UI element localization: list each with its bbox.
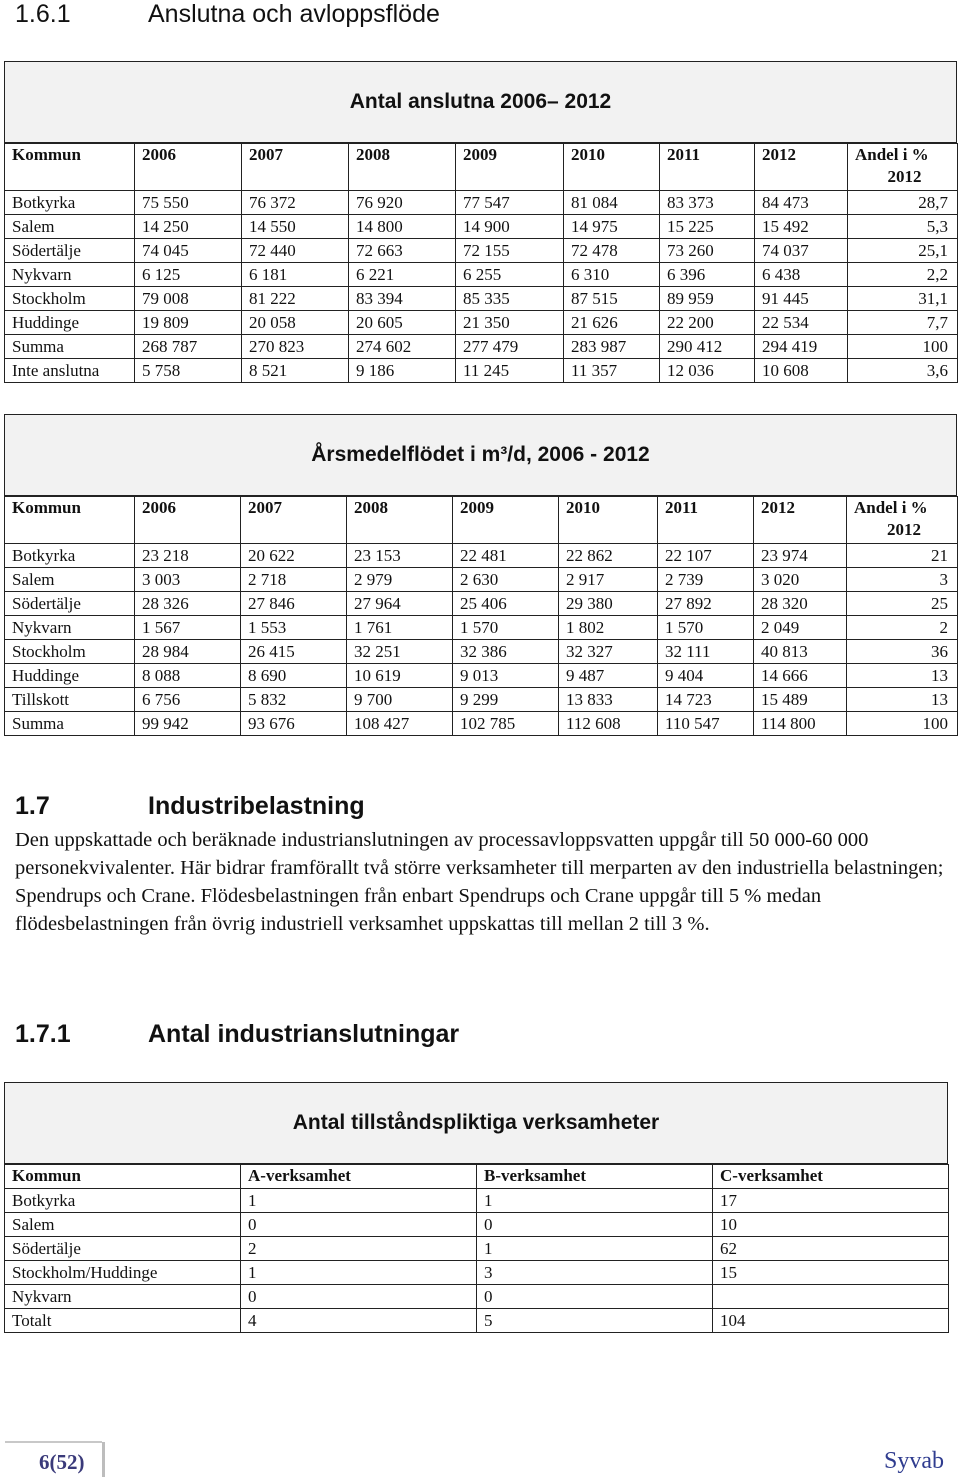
value-cell: 1 570 — [453, 616, 559, 640]
value-cell: 283 987 — [564, 335, 660, 359]
col-header-year: 2010 — [564, 144, 660, 191]
value-cell: 274 602 — [349, 335, 456, 359]
col-header-year: 2011 — [658, 497, 754, 544]
table1-caption: Antal anslutna 2006– 2012 — [349, 90, 612, 113]
value-cell: 2 — [241, 1237, 477, 1261]
value-cell: 23 153 — [347, 544, 453, 568]
value-cell: 2 — [847, 616, 958, 640]
value-cell: 21 350 — [456, 311, 564, 335]
table-row — [5, 335, 958, 359]
value-cell: 62 — [713, 1237, 949, 1261]
value-cell: 112 608 — [559, 712, 658, 736]
page-number: 6(52) — [39, 1450, 85, 1474]
value-cell: 7,7 — [848, 311, 958, 335]
value-cell: 22 534 — [755, 311, 848, 335]
col-header-b: B-verksamhet — [477, 1165, 713, 1189]
col-header-a: A-verksamhet — [241, 1165, 477, 1189]
section-title: Industribelastning — [148, 792, 365, 820]
table-row — [5, 215, 958, 239]
col-header-year: 2012 — [754, 497, 847, 544]
section-heading-1-7-1 — [15, 1020, 459, 1049]
value-cell: 20 605 — [349, 311, 456, 335]
value-cell: 72 155 — [456, 239, 564, 263]
table-row — [5, 640, 958, 664]
value-cell: 14 900 — [456, 215, 564, 239]
value-cell: 27 964 — [347, 592, 453, 616]
value-cell: 28 320 — [754, 592, 847, 616]
table2-caption: Årsmedelflödet i m³/d, 2006 - 2012 — [311, 443, 650, 466]
table-row — [5, 287, 958, 311]
value-cell: 104 — [713, 1309, 949, 1333]
col-header-c: C-verksamhet — [713, 1165, 949, 1189]
value-cell: 14 550 — [242, 215, 349, 239]
andel-year: 2012 — [887, 520, 921, 539]
value-cell: 9 700 — [347, 688, 453, 712]
table-row — [5, 568, 958, 592]
value-cell: 13 833 — [559, 688, 658, 712]
col-header-year: 2012 — [755, 144, 848, 191]
table-row — [5, 544, 958, 568]
section-number: 1.7 — [15, 792, 50, 820]
value-cell: 31,1 — [848, 287, 958, 311]
value-cell: 14 250 — [135, 215, 242, 239]
section-title: Antal industrianslutningar — [148, 1020, 460, 1048]
section-number: 1.6.1 — [15, 0, 71, 28]
value-cell: 23 218 — [135, 544, 241, 568]
row-label-cell: Nykvarn — [5, 616, 135, 640]
table-row — [5, 191, 958, 215]
value-cell: 25 — [847, 592, 958, 616]
table-row — [5, 1285, 949, 1309]
col-header-year: 2009 — [453, 497, 559, 544]
value-cell: 1 — [241, 1189, 477, 1213]
table-row — [5, 1261, 949, 1285]
value-cell: 100 — [848, 335, 958, 359]
row-label-cell: Södertälje — [5, 239, 135, 263]
value-cell: 100 — [847, 712, 958, 736]
value-cell: 3 003 — [135, 568, 241, 592]
col-header-kommun: Kommun — [5, 497, 135, 544]
value-cell: 5,3 — [848, 215, 958, 239]
value-cell: 108 427 — [347, 712, 453, 736]
value-cell: 72 440 — [242, 239, 349, 263]
row-label-cell: Summa — [5, 712, 135, 736]
value-cell: 74 045 — [135, 239, 242, 263]
value-cell: 2 917 — [559, 568, 658, 592]
row-label-cell: Huddinge — [5, 311, 135, 335]
value-cell: 4 — [241, 1309, 477, 1333]
value-cell: 72 663 — [349, 239, 456, 263]
table-row — [5, 263, 958, 287]
table3-caption-box — [4, 1082, 948, 1164]
col-header-year: 2006 — [135, 144, 242, 191]
value-cell: 9 013 — [453, 664, 559, 688]
value-cell: 28 984 — [135, 640, 241, 664]
value-cell: 79 008 — [135, 287, 242, 311]
table2-caption-box — [4, 414, 957, 496]
section-title: Anslutna och avloppsflöde — [148, 0, 440, 28]
value-cell: 22 200 — [660, 311, 755, 335]
value-cell: 270 823 — [242, 335, 349, 359]
row-label-cell: Totalt — [5, 1309, 241, 1333]
value-cell: 14 723 — [658, 688, 754, 712]
value-cell: 5 — [477, 1309, 713, 1333]
value-cell: 294 419 — [755, 335, 848, 359]
value-cell: 25 406 — [453, 592, 559, 616]
value-cell: 6 221 — [349, 263, 456, 287]
table-row — [5, 1309, 949, 1333]
value-cell: 12 036 — [660, 359, 755, 383]
value-cell: 114 800 — [754, 712, 847, 736]
value-cell: 25,1 — [848, 239, 958, 263]
value-cell: 3 020 — [754, 568, 847, 592]
value-cell: 277 479 — [456, 335, 564, 359]
value-cell: 268 787 — [135, 335, 242, 359]
row-label-cell: Botkyrka — [5, 544, 135, 568]
value-cell: 6 181 — [242, 263, 349, 287]
value-cell: 9 404 — [658, 664, 754, 688]
andel-label: Andel i % — [854, 498, 928, 517]
value-cell: 10 — [713, 1213, 949, 1237]
row-label-cell: Botkyrka — [5, 1189, 241, 1213]
value-cell: 2,2 — [848, 263, 958, 287]
value-cell: 20 622 — [241, 544, 347, 568]
value-cell: 91 445 — [755, 287, 848, 311]
value-cell: 28 326 — [135, 592, 241, 616]
value-cell: 29 380 — [559, 592, 658, 616]
row-label-cell: Södertälje — [5, 592, 135, 616]
value-cell: 0 — [241, 1213, 477, 1237]
table-row — [5, 616, 958, 640]
value-cell: 11 357 — [564, 359, 660, 383]
value-cell: 14 666 — [754, 664, 847, 688]
value-cell: 32 111 — [658, 640, 754, 664]
table2-header-row — [5, 497, 958, 544]
brand-name: Syvab — [884, 1448, 944, 1474]
section-heading-1-6-1 — [15, 0, 440, 29]
andel-year: 2012 — [887, 167, 922, 186]
value-cell: 73 260 — [660, 239, 755, 263]
row-label-cell: Salem — [5, 568, 135, 592]
row-label-cell: Nykvarn — [5, 1285, 241, 1309]
table-arsmedelflode — [4, 496, 958, 736]
footer-rule — [5, 1441, 102, 1443]
value-cell: 0 — [241, 1285, 477, 1309]
col-header-year: 2008 — [349, 144, 456, 191]
table-row — [5, 311, 958, 335]
table-row — [5, 1213, 949, 1237]
value-cell: 74 037 — [755, 239, 848, 263]
row-label-cell: Salem — [5, 1213, 241, 1237]
value-cell: 17 — [713, 1189, 949, 1213]
row-label-cell: Södertälje — [5, 1237, 241, 1261]
value-cell: 87 515 — [564, 287, 660, 311]
value-cell: 1 802 — [559, 616, 658, 640]
value-cell: 76 372 — [242, 191, 349, 215]
value-cell: 6 396 — [660, 263, 755, 287]
value-cell: 27 846 — [241, 592, 347, 616]
value-cell: 1 — [477, 1237, 713, 1261]
col-header-year: 2006 — [135, 497, 241, 544]
row-label-cell: Botkyrka — [5, 191, 135, 215]
value-cell: 0 — [477, 1285, 713, 1309]
value-cell: 1 761 — [347, 616, 453, 640]
section-heading-1-7 — [15, 792, 365, 821]
value-cell: 32 327 — [559, 640, 658, 664]
value-cell: 2 979 — [347, 568, 453, 592]
table-row — [5, 592, 958, 616]
value-cell: 81 084 — [564, 191, 660, 215]
col-header-kommun: Kommun — [5, 1165, 241, 1189]
value-cell: 6 255 — [456, 263, 564, 287]
value-cell: 32 251 — [347, 640, 453, 664]
value-cell: 83 373 — [660, 191, 755, 215]
value-cell: 9 186 — [349, 359, 456, 383]
value-cell: 2 718 — [241, 568, 347, 592]
table-row — [5, 1189, 949, 1213]
value-cell: 6 310 — [564, 263, 660, 287]
value-cell: 3 — [847, 568, 958, 592]
table-tillstandspliktiga — [4, 1164, 949, 1333]
value-cell: 13 — [847, 688, 958, 712]
value-cell: 27 892 — [658, 592, 754, 616]
table1-caption-box — [4, 61, 957, 143]
value-cell: 2 630 — [453, 568, 559, 592]
value-cell: 9 487 — [559, 664, 658, 688]
value-cell: 15 492 — [755, 215, 848, 239]
col-header-year: 2011 — [660, 144, 755, 191]
table1-header-row — [5, 144, 958, 191]
col-header-year: 2007 — [241, 497, 347, 544]
value-cell: 13 — [847, 664, 958, 688]
value-cell: 1 — [477, 1189, 713, 1213]
row-label-cell: Summa — [5, 335, 135, 359]
col-header-andel — [848, 144, 958, 191]
value-cell: 2 739 — [658, 568, 754, 592]
col-header-year: 2007 — [242, 144, 349, 191]
value-cell: 10 608 — [755, 359, 848, 383]
value-cell: 3 — [477, 1261, 713, 1285]
value-cell: 26 415 — [241, 640, 347, 664]
value-cell: 32 386 — [453, 640, 559, 664]
value-cell: 1 567 — [135, 616, 241, 640]
value-cell: 15 225 — [660, 215, 755, 239]
row-label-cell: Stockholm — [5, 287, 135, 311]
value-cell: 72 478 — [564, 239, 660, 263]
col-header-year: 2010 — [559, 497, 658, 544]
value-cell: 3,6 — [848, 359, 958, 383]
value-cell: 21 — [847, 544, 958, 568]
value-cell: 36 — [847, 640, 958, 664]
value-cell: 85 335 — [456, 287, 564, 311]
row-label-cell: Tillskott — [5, 688, 135, 712]
page-footer — [0, 1440, 960, 1479]
value-cell: 15 — [713, 1261, 949, 1285]
row-label-cell: Inte anslutna — [5, 359, 135, 383]
value-cell: 89 959 — [660, 287, 755, 311]
value-cell: 21 626 — [564, 311, 660, 335]
value-cell: 40 813 — [754, 640, 847, 664]
col-header-kommun: Kommun — [5, 144, 135, 191]
table-row — [5, 1237, 949, 1261]
value-cell: 22 107 — [658, 544, 754, 568]
footer-divider — [102, 1442, 105, 1477]
value-cell: 22 481 — [453, 544, 559, 568]
andel-label: Andel i % — [855, 145, 929, 164]
value-cell: 1 — [241, 1261, 477, 1285]
row-label-cell: Stockholm/Huddinge — [5, 1261, 241, 1285]
value-cell: 5 758 — [135, 359, 242, 383]
row-label-cell: Nykvarn — [5, 263, 135, 287]
value-cell: 23 974 — [754, 544, 847, 568]
table-row — [5, 359, 958, 383]
value-cell: 8 690 — [241, 664, 347, 688]
row-label-cell: Huddinge — [5, 664, 135, 688]
section-number: 1.7.1 — [15, 1020, 71, 1048]
value-cell: 8 088 — [135, 664, 241, 688]
value-cell: 102 785 — [453, 712, 559, 736]
value-cell: 15 489 — [754, 688, 847, 712]
value-cell: 83 394 — [349, 287, 456, 311]
table-row — [5, 239, 958, 263]
value-cell: 14 975 — [564, 215, 660, 239]
value-cell: 14 800 — [349, 215, 456, 239]
table3-caption: Antal tillståndspliktiga verksamheter — [292, 1111, 660, 1134]
value-cell: 11 245 — [456, 359, 564, 383]
value-cell: 290 412 — [660, 335, 755, 359]
col-header-year: 2008 — [347, 497, 453, 544]
value-cell: 0 — [477, 1213, 713, 1237]
value-cell: 8 521 — [242, 359, 349, 383]
value-cell: 81 222 — [242, 287, 349, 311]
value-cell: 9 299 — [453, 688, 559, 712]
value-cell: 1 570 — [658, 616, 754, 640]
value-cell: 6 756 — [135, 688, 241, 712]
value-cell: 110 547 — [658, 712, 754, 736]
value-cell: 20 058 — [242, 311, 349, 335]
table-row — [5, 712, 958, 736]
value-cell: 10 619 — [347, 664, 453, 688]
table3-header-row — [5, 1165, 949, 1189]
table-row — [5, 688, 958, 712]
table-antal-anslutna — [4, 143, 958, 383]
table-row — [5, 664, 958, 688]
value-cell: 77 547 — [456, 191, 564, 215]
value-cell: 6 125 — [135, 263, 242, 287]
row-label-cell: Salem — [5, 215, 135, 239]
value-cell: 84 473 — [755, 191, 848, 215]
col-header-year: 2009 — [456, 144, 564, 191]
value-cell: 93 676 — [241, 712, 347, 736]
col-header-andel — [847, 497, 958, 544]
value-cell: 2 049 — [754, 616, 847, 640]
row-label-cell: Stockholm — [5, 640, 135, 664]
value-cell — [713, 1285, 949, 1309]
value-cell: 28,7 — [848, 191, 958, 215]
value-cell: 76 920 — [349, 191, 456, 215]
value-cell: 75 550 — [135, 191, 242, 215]
value-cell: 1 553 — [241, 616, 347, 640]
value-cell: 99 942 — [135, 712, 241, 736]
value-cell: 19 809 — [135, 311, 242, 335]
value-cell: 22 862 — [559, 544, 658, 568]
industribelastning-paragraph: Den uppskattade och beräknade industrianslutningen av processavloppsvatten uppgår till 50 000-60 000 personekvivalenter. Här bidrar framförallt två större verksamheter till merparten av den industriella belastningen; Spendrups och Crane. Flödesbelastningen från enbart Spendrups och Crane uppgår till 5 % medan flödesbelastningen från övrig industriell verksamhet uppskattas till mellan 2 till 3 %. — [15, 829, 944, 935]
value-cell: 5 832 — [241, 688, 347, 712]
value-cell: 6 438 — [755, 263, 848, 287]
